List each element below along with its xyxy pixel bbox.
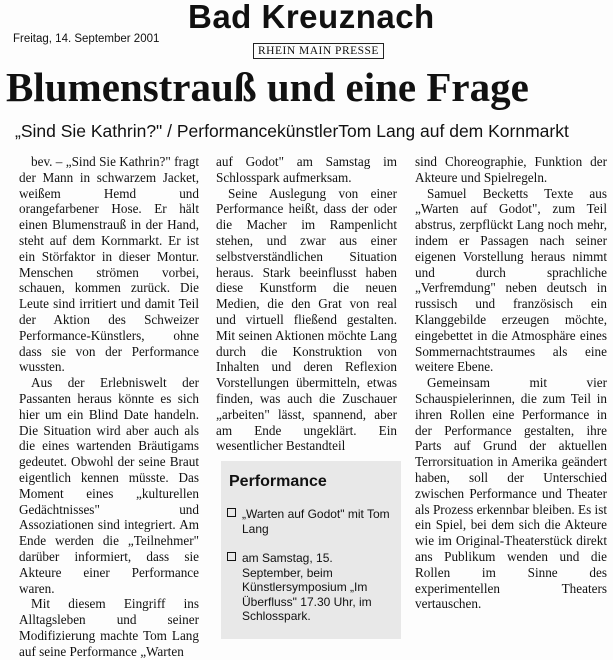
paragraph: auf Godot" am Samstag im Schlosspark aufmerksam. — [216, 154, 397, 185]
article-column-1 — [19, 154, 199, 660]
paragraph: Seine Auslegung von einer Performance heißt, dass der oder die Macher im Rampenlicht stehen, und zwar aus einer selbstverständlichen Situation heraus. Stark beeinflusst haben diese Kunstform die neuen Medien, die den Grat von real und virtuell fließend gestalten. Mit seinen Aktionen möchte Lang durch die Konstruktion von Inhalten und deren Reflexion Vorstellungen übermitteln, etwas finden, was auch die Zuschauer „arbeiten" lässt, spannend, aber am Ende ungeklärt. Ein wesentlicher Bestandteil — [216, 185, 397, 454]
article-subheadline: „Sind Sie Kathrin?" / PerformancekünstlerTom Lang auf dem Kornmarkt — [15, 121, 569, 141]
newspaper-name: RHEIN MAIN PRESSE — [253, 43, 384, 59]
article-column-3 — [415, 154, 607, 612]
info-item-text: am Samstag, 15. September, beim Künstlersymposium „Im Überfluss" 17.30 Uhr, im Schlosspark. — [242, 551, 372, 623]
info-item — [227, 551, 397, 624]
paragraph: Gemeinsam mit vier Schauspielerinnen, die zum Teil in ihren Rollen eine Performance in der Performance gestalten, ihre Parts auf Grund der aktuellen Terrorsituation in Amerika geändert haben, soll der Unterschied zwischen Performance und Theater als Prozess erkennbar bleiben. Es ist ein Spiel, bei dem sich die Akteure wie im Original-Theaterstück direkt ans Publikum wenden und die Rollen im Sinne des experimentellen Theaters vertauschen. — [415, 375, 607, 612]
city-section-title: Bad Kreuznach — [188, 0, 435, 35]
article-headline: Blumenstrauß und eine Frage — [6, 64, 529, 110]
checkbox-bullet-icon — [227, 552, 236, 561]
info-box — [221, 461, 401, 639]
paragraph: sind Choreographie, Funktion der Akteure und Spielregeln. — [415, 154, 607, 185]
paragraph: bev. – „Sind Sie Kathrin?" fragt der Mann in schwarzem Jacket, weißem Hemd und orangefarbener Hose. Er hält einen Blumenstrauß in der Hand, steht auf dem Kornmarkt. Er ist ein Störfaktor in dieser Montur. Menschen strömen vorbei, schauen, kommen zurück. Die Leute sind irritiert und damit Teil der Aktion des Schweizer Performance-Künstlers, ohne dass sie von der Performance wussten. — [19, 154, 199, 375]
paragraph: Mit diesem Eingriff ins Alltagsleben und seiner Modifizierung machte Tom Lang auf seine Performance „Warten — [19, 596, 199, 659]
info-box-title: Performance — [229, 473, 327, 490]
info-item — [227, 507, 397, 536]
paragraph: Samuel Becketts Texte aus „Warten auf Godot", zum Teil abstrus, zerpflückt Lang noch mehr, indem er Passagen nach seiner eigenen Vorstellung heraus nimmt und durch sprachliche „Verfremdung" neben deutsch in russisch und französisch ein Klanggebilde erzeugen möchte, eingebettet in die Atmosphäre eines Sommernachtstraumes als eine weitere Ebene. — [415, 185, 607, 375]
paragraph: Aus der Erlebniswelt der Passanten heraus könnte es sich hier um ein Blind Date handeln. Die Situation wird aber auch als die eines wartenden Bräutigams gedeutet. Obwohl der seine Braut eigentlich kennen müsste. Das Moment eines „kulturellen Gedächtnisses" und Assoziationen sind integriert. Am Ende werden die „Teilnehmer" darüber informiert, dass sie Akteure einer Performance waren. — [19, 375, 199, 596]
issue-date: Freitag, 14. September 2001 — [13, 33, 160, 45]
info-item-text: „Warten auf Godot" mit Tom Lang — [242, 507, 390, 536]
article-column-2 — [216, 154, 397, 454]
checkbox-bullet-icon — [227, 508, 236, 517]
